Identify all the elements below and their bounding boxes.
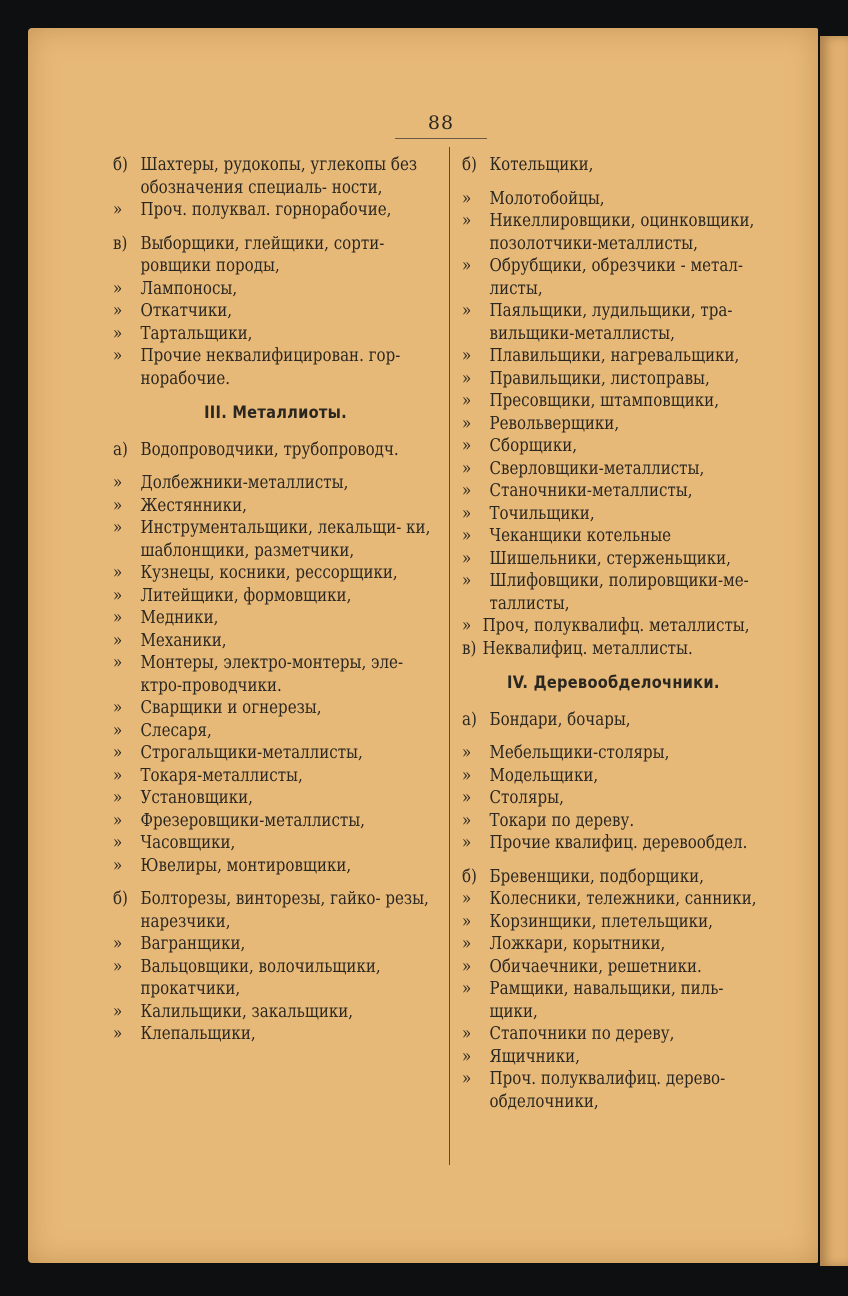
list-marker: » xyxy=(462,346,472,366)
list-item-text: Кузнецы, косники, рессорщики, xyxy=(140,563,398,583)
list-item-text: Строгальщики-металлисты, xyxy=(140,743,363,763)
list-item xyxy=(113,233,438,278)
list-marker: » xyxy=(113,346,123,366)
list-marker: » xyxy=(462,833,472,853)
list-item-text: Проч. полуквалифиц. дерево- обделочники, xyxy=(489,1069,726,1112)
list-item xyxy=(113,607,438,630)
list-marker: » xyxy=(113,698,123,718)
column-divider xyxy=(449,147,450,1165)
list-marker: » xyxy=(462,616,472,636)
list-item-text: Молотобойцы, xyxy=(489,188,605,209)
right-column xyxy=(462,154,765,1113)
list-marker: » xyxy=(113,934,123,954)
list-item-text: Часовщики, xyxy=(140,833,236,853)
list-item-text: Откатчики, xyxy=(140,301,233,321)
list-item-text: Чеканщики котельные xyxy=(489,526,672,546)
list-item xyxy=(113,652,438,697)
list-marker: » xyxy=(113,765,123,786)
list-marker: » xyxy=(462,301,472,321)
list-item xyxy=(113,199,438,222)
list-item-text: Сверловщики-металлисты, xyxy=(489,458,705,479)
list-marker: » xyxy=(113,743,123,763)
list-marker: » xyxy=(462,211,472,231)
list-item xyxy=(462,1068,765,1113)
list-marker: » xyxy=(113,608,123,628)
list-item xyxy=(113,517,438,562)
spacer xyxy=(462,731,765,742)
spacer xyxy=(113,222,438,233)
list-item-text: Лампоносы, xyxy=(140,278,238,299)
list-item xyxy=(462,866,765,889)
list-marker: » xyxy=(462,1069,472,1089)
list-item-text: Проч. полуквал. горнорабочие, xyxy=(140,200,392,220)
list-item-text: Колесники, тележники, санники, xyxy=(489,889,757,909)
list-marker: » xyxy=(462,911,472,932)
list-item-text: Ложкари, корытники, xyxy=(489,934,666,954)
list-item xyxy=(462,255,765,300)
list-marker: » xyxy=(462,1024,472,1044)
list-item-text: Рамщики, навальщики, пиль- щики, xyxy=(489,979,724,1022)
list-marker: » xyxy=(462,889,472,909)
list-item-text: Обрубщики, обрезчики - метал- листы, xyxy=(489,256,744,299)
list-item-text: Литейщики, формовщики, xyxy=(140,585,352,606)
list-item xyxy=(462,345,765,368)
list-item xyxy=(113,585,438,608)
list-item-text: Прочие неквалифицирован. гор- норабочие. xyxy=(140,346,401,389)
list-marker: » xyxy=(113,810,123,831)
list-marker: » xyxy=(462,548,472,569)
list-item xyxy=(113,720,438,743)
list-item xyxy=(113,345,438,390)
list-item xyxy=(462,570,765,615)
list-item xyxy=(462,638,765,661)
list-marker: » xyxy=(462,413,472,434)
list-item xyxy=(462,390,765,413)
list-item-text: Долбежники-металлисты, xyxy=(140,473,349,493)
list-item-text: Тартальщики, xyxy=(140,323,253,344)
list-marker: » xyxy=(462,571,472,591)
list-item xyxy=(462,154,765,177)
list-marker: » xyxy=(462,956,472,977)
list-marker: » xyxy=(113,301,123,321)
spacer xyxy=(462,177,765,188)
list-item xyxy=(113,1001,438,1024)
list-marker: » xyxy=(462,458,472,479)
list-item xyxy=(462,503,765,526)
list-item-text: Паяльщики, лудильщики, тра- вильщики-металлисты, xyxy=(489,301,733,344)
list-item xyxy=(113,495,438,518)
list-marker: » xyxy=(462,788,472,808)
spacer xyxy=(462,855,765,866)
list-marker: » xyxy=(113,518,123,538)
list-marker: » xyxy=(113,563,123,583)
list-item-text: Сборщики, xyxy=(489,436,578,456)
list-item xyxy=(462,765,765,788)
list-item xyxy=(462,413,765,436)
list-item-text: Мебельщики-столяры, xyxy=(489,743,670,763)
list-item xyxy=(462,615,765,638)
list-item xyxy=(113,933,438,956)
list-item xyxy=(462,956,765,979)
list-item-text: Установщики, xyxy=(140,788,253,808)
list-marker: » xyxy=(113,653,123,673)
list-item-text: Проч, полуквалифц. металлисты, xyxy=(482,616,750,636)
list-marker: б) xyxy=(113,155,128,175)
list-marker: а) xyxy=(462,709,477,730)
list-item xyxy=(113,1023,438,1046)
list-marker: » xyxy=(113,200,123,220)
list-item-text: Револьверщики, xyxy=(489,413,620,434)
list-marker: » xyxy=(462,1046,472,1067)
list-item-text: Водопроводчики, трубопроводч. xyxy=(140,439,399,460)
list-item-text: Выборщики, глейщики, сорти- ровщики породы, xyxy=(140,233,385,276)
list-item xyxy=(462,368,765,391)
list-marker: » xyxy=(113,855,123,876)
list-item-text: Механики, xyxy=(140,630,227,651)
adjacent-page-edge xyxy=(820,36,848,1266)
list-item-text: Прочие квалифиц. деревообдел. xyxy=(489,833,748,853)
list-marker: » xyxy=(113,585,123,606)
list-item xyxy=(462,188,765,211)
list-item xyxy=(462,810,765,833)
list-marker: » xyxy=(462,368,472,389)
list-marker: » xyxy=(113,473,123,493)
list-item-text: Фрезеровщики-металлисты, xyxy=(140,810,365,831)
section-heading: III. Металлиоты. xyxy=(204,403,347,423)
list-item xyxy=(462,709,765,732)
list-item xyxy=(462,978,765,1023)
list-item xyxy=(462,787,765,810)
list-item xyxy=(462,933,765,956)
list-item-text: Стапочники по дереву, xyxy=(489,1024,675,1044)
list-item xyxy=(462,300,765,345)
list-item xyxy=(113,300,438,323)
list-marker: » xyxy=(113,495,123,516)
list-item-text: Бревенщики, подборщики, xyxy=(489,866,704,887)
list-marker: б) xyxy=(462,155,477,175)
list-item xyxy=(113,742,438,765)
list-marker: » xyxy=(113,630,123,651)
list-item-text: Пресовщики, штамповщики, xyxy=(489,391,719,411)
list-item xyxy=(113,787,438,810)
list-item xyxy=(113,956,438,1001)
list-marker: » xyxy=(462,503,472,524)
list-marker: » xyxy=(462,256,472,276)
list-item xyxy=(113,630,438,653)
list-marker: » xyxy=(462,391,472,411)
list-item xyxy=(113,697,438,720)
list-item-text: Слесаря, xyxy=(140,720,212,741)
list-item-text: Бондари, бочары, xyxy=(489,709,631,730)
list-item xyxy=(113,472,438,495)
list-marker: » xyxy=(113,1001,123,1022)
list-item xyxy=(462,742,765,765)
list-marker: б) xyxy=(113,889,128,909)
list-item-text: Медники, xyxy=(140,608,219,628)
list-item xyxy=(462,210,765,255)
list-marker: б) xyxy=(462,866,477,887)
list-item-text: Токари по дереву. xyxy=(489,810,635,831)
list-item xyxy=(462,911,765,934)
list-item xyxy=(113,888,438,933)
list-item-text: Ювелиры, монтировщики, xyxy=(140,855,352,876)
list-marker: » xyxy=(113,833,123,853)
list-item xyxy=(113,278,438,301)
list-item xyxy=(462,1046,765,1069)
list-item xyxy=(462,458,765,481)
list-item-text: Обичаечники, решетники. xyxy=(489,956,702,977)
list-marker: » xyxy=(462,979,472,999)
list-item xyxy=(113,154,438,199)
list-item-text: Никеллировщики, оцинковщики, позолотчики-металлисты, xyxy=(489,211,755,254)
list-item-text: Вальцовщики, волочильщики, прокатчики, xyxy=(140,956,381,999)
list-item-text: Калильщики, закальщики, xyxy=(140,1001,354,1022)
list-item-text: Неквалифиц. металлисты. xyxy=(482,638,693,659)
list-item-text: Станочники-металлисты, xyxy=(489,481,693,501)
list-marker: » xyxy=(113,323,123,344)
list-item-text: Сварщики и огнерезы, xyxy=(140,698,322,718)
list-item xyxy=(462,888,765,911)
list-marker: » xyxy=(113,720,123,741)
list-item-text: Шахтеры, рудокопы, углекопы без обозначения специаль- ности, xyxy=(140,155,418,198)
list-item xyxy=(113,832,438,855)
list-marker: » xyxy=(462,188,472,209)
list-item xyxy=(113,323,438,346)
list-item-text: Котельщики, xyxy=(489,155,594,175)
list-marker: » xyxy=(462,765,472,786)
list-marker: в) xyxy=(462,638,477,659)
list-item xyxy=(113,855,438,878)
list-item xyxy=(462,1023,765,1046)
list-marker: » xyxy=(462,743,472,763)
page-number: 88 xyxy=(395,112,487,139)
list-item xyxy=(462,525,765,548)
list-item-text: Шишельники, стерженьщики, xyxy=(489,548,731,569)
list-item-text: Шлифовщики, полировщики-ме- таллисты, xyxy=(489,571,749,614)
spacer xyxy=(113,877,438,888)
list-marker: в) xyxy=(113,233,128,254)
list-item xyxy=(462,480,765,503)
list-item xyxy=(113,810,438,833)
list-item-text: Жестянники, xyxy=(140,495,247,516)
list-item-text: Болторезы, винторезы, гайко- резы, нарезчики, xyxy=(140,889,429,932)
list-marker: » xyxy=(462,934,472,954)
list-marker: » xyxy=(462,810,472,831)
list-item xyxy=(113,562,438,585)
list-item-text: Точильщики, xyxy=(489,503,595,524)
list-item-text: Плавильщики, нагревальщики, xyxy=(489,346,740,366)
list-item xyxy=(113,439,438,462)
list-item xyxy=(462,548,765,571)
list-item-text: Вагранщики, xyxy=(140,934,246,954)
spacer xyxy=(113,461,438,472)
list-item-text: Столяры, xyxy=(489,788,564,808)
list-item-text: Клепальщики, xyxy=(140,1024,256,1044)
list-marker: » xyxy=(113,956,123,977)
list-item xyxy=(113,765,438,788)
list-marker: » xyxy=(462,526,472,546)
list-marker: » xyxy=(113,1024,123,1044)
list-item-text: Инструментальщики, лекальщи- ки, шаблонщики, разметчики, xyxy=(140,518,431,561)
list-marker: а) xyxy=(113,439,128,460)
list-marker: » xyxy=(113,278,123,299)
list-item-text: Правильщики, листоправы, xyxy=(489,368,710,389)
list-item-text: Корзинщики, плетельщики, xyxy=(489,911,713,932)
list-item-text: Монтеры, электро-монтеры, эле- ктро-проводчики. xyxy=(140,653,404,696)
list-item-text: Токаря-металлисты, xyxy=(140,765,303,786)
list-item xyxy=(462,435,765,458)
list-marker: » xyxy=(462,481,472,501)
list-item-text: Модельщики, xyxy=(489,765,599,786)
list-item xyxy=(462,832,765,855)
section-heading: IV. Деревообделочники. xyxy=(507,673,720,693)
list-marker: » xyxy=(462,436,472,456)
list-marker: » xyxy=(113,788,123,808)
list-item-text: Ящичники, xyxy=(489,1046,580,1067)
left-column xyxy=(113,154,438,1046)
